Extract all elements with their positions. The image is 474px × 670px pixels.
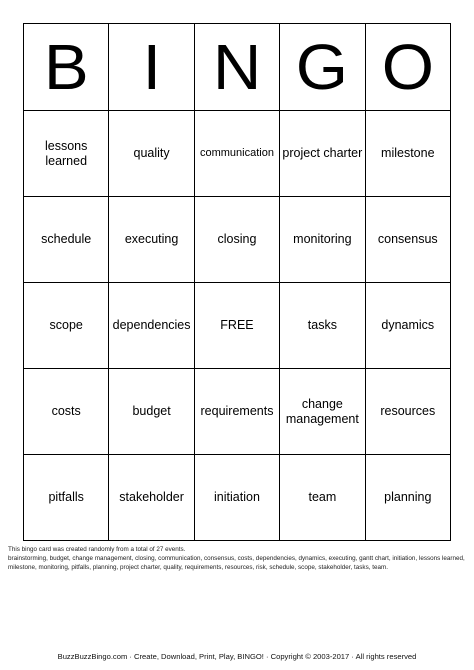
free-space-cell: FREE — [194, 283, 279, 369]
header-letter-text: G — [296, 31, 349, 103]
bingo-cell: dependencies — [109, 283, 194, 369]
header-letter-i — [109, 24, 194, 111]
bingo-cell: tasks — [280, 283, 365, 369]
bingo-cell: schedule — [24, 197, 109, 283]
bingo-row-4 — [24, 369, 451, 455]
bingo-header-row — [24, 24, 451, 111]
header-letter-text: O — [381, 31, 434, 103]
creation-note: This bingo card was created randomly from a total of 27 events. — [8, 546, 186, 553]
bingo-cell: requirements — [194, 369, 279, 455]
bingo-cell: monitoring — [280, 197, 365, 283]
event-list: brainstorming, budget, change management, closing, communication, consensus, costs, dependencies, dynamics, executing, gantt chart, initiation, lessons learned, milestone, monitoring, pitfalls, planning, project charter, quality, requirements, resources, risk, schedule, scope, stakeholder, tasks, team. — [8, 555, 465, 572]
bingo-cell: executing — [109, 197, 194, 283]
bingo-cell: change management — [280, 369, 365, 455]
header-letter-text: N — [212, 31, 262, 103]
bingo-cell: scope — [24, 283, 109, 369]
bingo-cell: consensus — [365, 197, 450, 283]
bingo-card — [23, 23, 451, 541]
header-letter-g — [280, 24, 365, 111]
bingo-cell: closing — [194, 197, 279, 283]
bingo-cell: resources — [365, 369, 450, 455]
bingo-row-3 — [24, 283, 451, 369]
header-letter-o — [365, 24, 450, 111]
bingo-row-5 — [24, 455, 451, 541]
bingo-cell: stakeholder — [109, 455, 194, 541]
bingo-cell: budget — [109, 369, 194, 455]
header-letter-text: I — [142, 31, 161, 103]
bingo-cell: milestone — [365, 111, 450, 197]
bingo-cell: project charter — [280, 111, 365, 197]
bingo-cell: pitfalls — [24, 455, 109, 541]
footer-note — [8, 545, 466, 572]
bingo-row-2 — [24, 197, 451, 283]
header-letter-n — [194, 24, 279, 111]
bingo-cell: lessons learned — [24, 111, 109, 197]
bingo-cell: communication — [194, 111, 279, 197]
header-letter-text: B — [43, 31, 89, 103]
copyright-line: BuzzBuzzBingo.com · Create, Download, Print, Play, BINGO! · Copyright © 2003-2017 · All rights reserved — [57, 652, 417, 661]
bingo-cell: initiation — [194, 455, 279, 541]
header-letter-b — [24, 24, 109, 111]
bingo-row-1 — [24, 111, 451, 197]
bingo-cell: costs — [24, 369, 109, 455]
bingo-cell: dynamics — [365, 283, 450, 369]
bingo-cell: team — [280, 455, 365, 541]
bingo-cell: quality — [109, 111, 194, 197]
bingo-cell: planning — [365, 455, 450, 541]
